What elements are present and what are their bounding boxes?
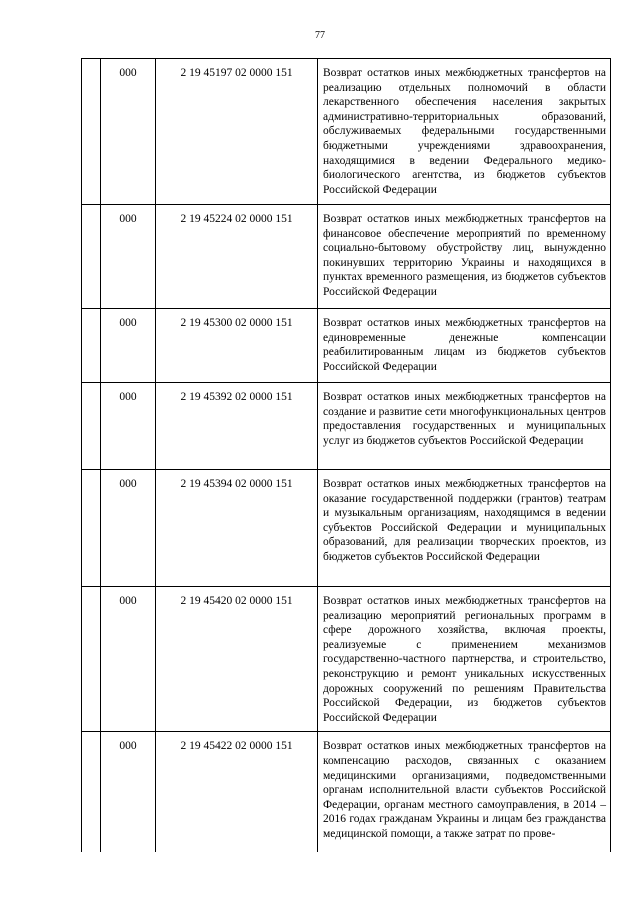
admin-code-cell: 000 (101, 205, 156, 309)
table-row (82, 470, 611, 587)
row-blank-cell (82, 205, 101, 309)
row-blank-cell (82, 732, 101, 852)
budget-code-cell: 2 19 45392 02 0000 151 (156, 383, 318, 470)
table-row (82, 309, 611, 383)
budget-code-cell: 2 19 45422 02 0000 151 (156, 732, 318, 852)
admin-code-cell: 000 (101, 59, 156, 205)
table-row (82, 383, 611, 470)
table-row (82, 732, 611, 852)
row-blank-cell (82, 309, 101, 383)
admin-code-cell: 000 (101, 309, 156, 383)
description-cell: Возврат остатков иных межбюджетных трансфертов на оказание государственной поддержки (грантов) театрам и музыкальным организациям, находящимся в ведении субъектов Российской Федерации и муниципальных образований, для реализации творческих проектов, из бюджетов субъектов Российской Федерации (318, 470, 611, 587)
table-row (82, 587, 611, 732)
row-blank-cell (82, 470, 101, 587)
admin-code-cell: 000 (101, 383, 156, 470)
budget-code-cell: 2 19 45197 02 0000 151 (156, 59, 318, 205)
row-blank-cell (82, 587, 101, 732)
page-number: 77 (315, 30, 325, 41)
admin-code-cell: 000 (101, 470, 156, 587)
description-cell: Возврат остатков иных межбюджетных трансфертов на финансовое обеспечение мероприятий по временному социально-бытовому обустройству лиц, вынужденно покинувших территорию Украины и находящихся в пунктах временного размещения, из бюджетов субъектов Российской Федерации (318, 205, 611, 309)
row-blank-cell (82, 59, 101, 205)
admin-code-cell: 000 (101, 587, 156, 732)
description-cell: Возврат остатков иных межбюджетных трансфертов на реализацию отдельных полномочий в области лекарственного обеспечения населения закрытых административно-территориальных образований, обслуживаемых федеральными государственными бюджетными учреждениями здравоохранения, находящимися в ведении Федерального медико-биологического агентства, из бюджетов субъектов Российской Федерации (318, 59, 611, 205)
budget-code-cell: 2 19 45300 02 0000 151 (156, 309, 318, 383)
description-cell: Возврат остатков иных межбюджетных трансфертов на создание и развитие сети многофункциональных центров предоставления государственных и муниципальных услуг из бюджетов субъектов Российской Федерации (318, 383, 611, 470)
description-cell: Возврат остатков иных межбюджетных трансфертов на реализацию мероприятий региональных программ в сфере дорожного хозяйства, включая проекты, реализуемые с применением механизмов государственно-частного партнерства, и строительство, реконструкцию и ремонт уникальных искусственных дорожных сооружений по решениям Правительства Российской Федерации, из бюджетов субъектов Российской Федерации (318, 587, 611, 732)
table-row (82, 205, 611, 309)
budget-code-cell: 2 19 45420 02 0000 151 (156, 587, 318, 732)
budget-code-cell: 2 19 45224 02 0000 151 (156, 205, 318, 309)
admin-code-cell: 000 (101, 732, 156, 852)
budget-code-cell: 2 19 45394 02 0000 151 (156, 470, 318, 587)
row-blank-cell (82, 383, 101, 470)
table-row (82, 59, 611, 205)
budget-codes-table (81, 58, 611, 852)
description-cell: Возврат остатков иных межбюджетных трансфертов на единовременные денежные компенсации реабилитированным лицам из бюджетов субъектов Российской Федерации (318, 309, 611, 383)
description-cell: Возврат остатков иных межбюджетных трансфертов на компенсацию расходов, связанных с оказанием медицинскими организациями, подведомственными органам исполнительной власти субъектов Российской Федерации, органам местного самоуправления, в 2014 – 2016 годах гражданам Украины и лицам без гражданства медицинской помощи, а также затрат по прове- (318, 732, 611, 852)
